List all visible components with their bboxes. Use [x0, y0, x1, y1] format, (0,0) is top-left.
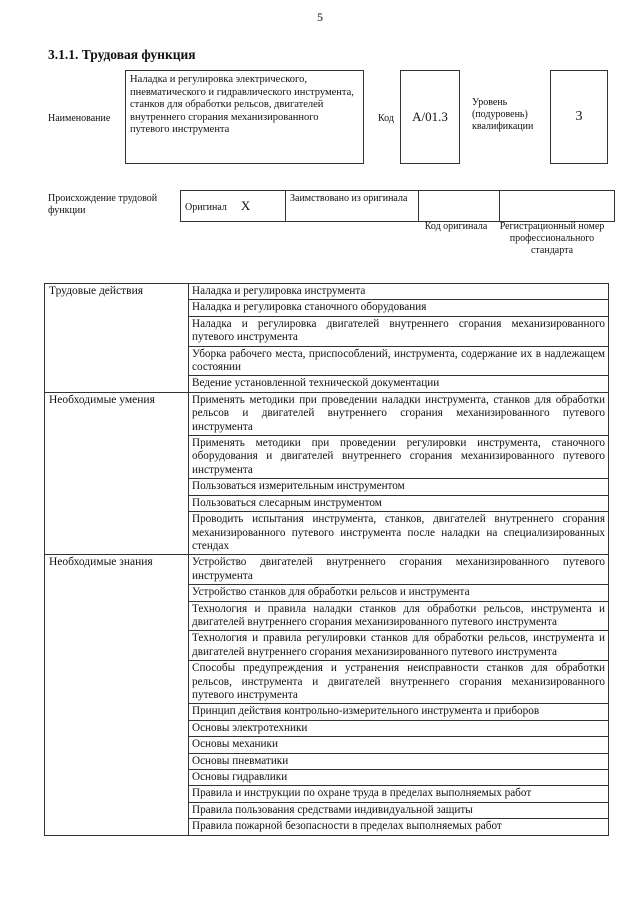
section-title-cell: Необходимые умения: [45, 392, 189, 554]
section-item-cell: Правила пользования средствами индивидуальной защиты: [189, 802, 609, 818]
section-item-cell: Принцип действия контрольно-измерительного инструмента и приборов: [189, 704, 609, 720]
original-cell: [181, 191, 286, 222]
function-name-box: Наладка и регулировка электрического, пневматического и гидравлического инструмента, станков для обработки рельсов, двигателей внутреннего сгорания механизированного путевого инструмента: [125, 70, 364, 164]
page-number: 5: [317, 10, 323, 24]
section-title-cell: Трудовые действия: [45, 284, 189, 393]
reg-number-cell: [500, 191, 615, 222]
section-item-cell: Наладка и регулировка инструмента: [189, 284, 609, 300]
section-item-cell: Правила пожарной безопасности в пределах выполняемых работ: [189, 819, 609, 835]
code-original-cell: [419, 191, 500, 222]
table-row: [45, 555, 609, 585]
section-item-cell: Уборка рабочего места, приспособлений, инструмента, содержание их в надлежащем состоянии: [189, 346, 609, 376]
section-item-cell: Устройство двигателей внутреннего сгорания механизированного путевого инструмента: [189, 555, 609, 585]
section-item-cell: Устройство станков для обработки рельсов и инструмента: [189, 585, 609, 601]
section-item-cell: Основы гидравлики: [189, 770, 609, 786]
section-item-cell: Пользоваться измерительным инструментом: [189, 479, 609, 495]
section-item-cell: Основы механики: [189, 737, 609, 753]
level-label: Уровень (подуровень) квалификации: [472, 97, 534, 132]
origin-label: Происхождение трудовой функции: [48, 193, 158, 216]
original-label: Оригинал: [185, 202, 227, 213]
origin-table: [180, 190, 615, 222]
section-item-cell: Наладка и регулировка двигателей внутреннего сгорания механизированного путевого инструмента: [189, 316, 609, 346]
section-item-cell: Технология и правила наладки станков для обработки рельсов, инструмента и двигателей внутреннего сгорания механизированного путевого инструмента: [189, 601, 609, 631]
section-item-cell: Основы пневматики: [189, 753, 609, 769]
original-mark: X: [240, 198, 251, 213]
section-item-cell: Основы электротехники: [189, 720, 609, 736]
section-item-cell: Способы предупреждения и устранения неисправности станков для обработки рельсов, инструмента и двигателей внутреннего сгорания механизированного путевого инструмента: [189, 661, 609, 704]
code-value-box: A/01.3: [400, 70, 460, 164]
level-value-box: 3: [550, 70, 608, 164]
section-item-cell: Технология и правила регулировки станков для обработки рельсов, инструмента и двигателей внутреннего сгорания механизированного путевого инструмента: [189, 631, 609, 661]
section-title: 3.1.1. Трудовая функция: [48, 47, 196, 62]
section-title-cell: Необходимые знания: [45, 555, 189, 835]
borrowed-cell: Заимствовано из оригинала: [286, 191, 419, 222]
section-item-cell: Проводить испытания инструмента, станков, двигателей внутреннего сгорания механизированного путевого инструмента после наладки на специализированных стендах: [189, 512, 609, 555]
code-label: Код: [378, 113, 394, 124]
name-label: Наименование: [48, 113, 111, 124]
section-item-cell: Правила и инструкции по охране труда в пределах выполняемых работ: [189, 786, 609, 802]
section-item-cell: Ведение установленной технической документации: [189, 376, 609, 392]
section-item-cell: Наладка и регулировка станочного оборудования: [189, 300, 609, 316]
reg-number-label: Регистрационный номер профессионального стандарта: [499, 221, 605, 256]
section-item-cell: Пользоваться слесарным инструментом: [189, 495, 609, 511]
code-original-label: Код оригинала: [424, 221, 488, 232]
section-item-cell: Применять методики при проведении наладки инструмента, станков для обработки рельсов и двигателей внутреннего сгорания механизированного путевого инструмента: [189, 392, 609, 435]
table-row: [45, 284, 609, 300]
function-details-table: [44, 283, 609, 836]
table-row: [45, 392, 609, 435]
section-item-cell: Применять методики при проведении регулировки инструмента, станочного оборудования и двигателей внутреннего сгорания механизированного путевого инструмента: [189, 436, 609, 479]
